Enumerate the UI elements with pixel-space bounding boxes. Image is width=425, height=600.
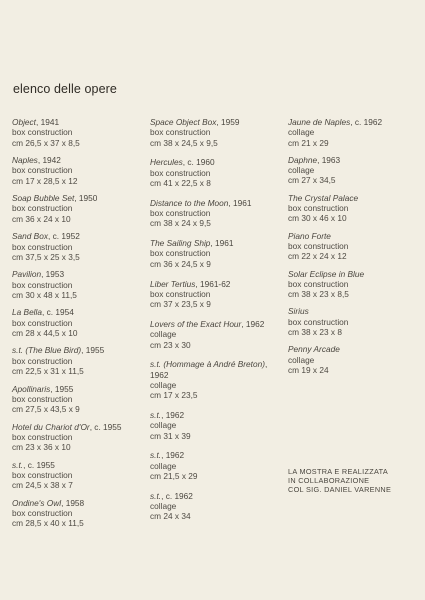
work-date: , 1962	[161, 450, 185, 461]
work-entry	[288, 193, 423, 224]
work-date: , 1953	[41, 269, 65, 280]
work-date: , c. 1954	[41, 307, 74, 318]
works-column-2	[150, 117, 285, 531]
work-title-text: Sand Box	[12, 231, 48, 242]
work-date: , c. 1955	[89, 421, 122, 432]
work-title	[150, 491, 285, 501]
work-title-text: Sirius	[288, 306, 309, 317]
work-medium: collage	[150, 420, 177, 431]
work-dimensions: cm 21,5 x 29	[150, 471, 198, 482]
work-entry	[288, 306, 423, 337]
work-dimensions: cm 37,5 x 25 x 3,5	[12, 251, 80, 262]
work-title-text: s.t.	[12, 459, 24, 470]
work-title	[150, 279, 285, 289]
work-medium: box construction	[12, 508, 73, 519]
work-dimensions: cm 23 x 30	[150, 339, 191, 350]
work-title-text: Space Object Box	[150, 117, 217, 127]
work-title	[288, 117, 423, 127]
work-title-text: Ondine's Owl	[12, 497, 62, 508]
work-entry	[12, 384, 147, 415]
work-title	[288, 269, 423, 279]
work-title-text: Distance to the Moon	[150, 197, 229, 208]
work-title-text: La Bella	[12, 307, 42, 318]
work-entry	[12, 193, 147, 224]
work-title	[150, 117, 285, 127]
work-medium: box construction	[12, 431, 73, 442]
work-medium: box construction	[12, 355, 73, 366]
work-entry	[12, 498, 147, 529]
work-title	[288, 193, 423, 203]
work-dimensions: cm 28,5 x 40 x 11,5	[12, 518, 84, 529]
work-medium: collage	[150, 501, 177, 512]
work-entry	[150, 491, 285, 522]
work-medium: box construction	[288, 240, 349, 251]
work-title	[288, 155, 423, 165]
work-title	[12, 460, 147, 470]
work-dimensions: cm 26,5 x 37 x 8,5	[12, 137, 80, 148]
work-title	[150, 319, 285, 329]
work-title-text: Daphne	[288, 154, 318, 165]
work-title	[150, 238, 285, 248]
work-title	[12, 384, 147, 394]
work-dimensions: cm 28 x 44,5 x 10	[12, 327, 78, 338]
work-dimensions: cm 27,5 x 43,5 x 9	[12, 404, 80, 415]
work-medium: box construction	[12, 470, 73, 480]
work-date: , 1941	[35, 117, 60, 127]
work-dimensions: cm 30 x 48 x 11,5	[12, 289, 77, 300]
note-line: LA MOSTRA E REALIZZATA	[288, 467, 388, 476]
work-date: , 1942	[37, 155, 61, 166]
work-entry	[12, 155, 147, 186]
work-medium: box construction	[12, 127, 73, 138]
work-title-text: s.t.	[150, 450, 162, 461]
work-title-text: s.t. (Hommage à André Breton)	[150, 359, 265, 370]
work-title	[12, 345, 147, 355]
work-date: , 1959	[216, 117, 240, 127]
work-title	[150, 359, 285, 380]
work-medium: box construction	[12, 203, 73, 214]
work-entry	[12, 269, 147, 300]
work-title	[288, 306, 423, 316]
work-entry	[12, 345, 147, 376]
work-title-text: Object	[12, 117, 36, 127]
work-medium: box construction	[12, 393, 73, 404]
work-date: , c. 1960	[182, 157, 215, 168]
work-entry	[150, 359, 285, 400]
work-dimensions: cm 22 x 24 x 12	[288, 251, 347, 262]
work-entry	[12, 422, 147, 453]
work-title-text: The Crystal Palace	[288, 192, 359, 203]
work-date: , 1963	[317, 154, 341, 165]
work-date: , 1962	[241, 318, 265, 329]
work-entry	[12, 117, 147, 148]
work-dimensions: cm 36 x 24 x 10	[12, 213, 71, 224]
work-dimensions: cm 37 x 23,5 x 9	[150, 299, 211, 310]
work-entry	[288, 269, 423, 300]
work-medium: box construction	[12, 317, 73, 328]
work-medium: box construction	[12, 279, 73, 290]
work-dimensions: cm 24 x 34	[150, 511, 191, 522]
work-title	[12, 231, 147, 241]
work-dimensions: cm 30 x 46 x 10	[288, 213, 347, 224]
work-title-text: s.t.	[150, 490, 162, 501]
work-dimensions: cm 38 x 24,5 x 9,5	[150, 137, 218, 148]
work-title	[12, 193, 147, 203]
work-title-text: Lovers of the Exact Hour	[150, 318, 242, 329]
work-entry	[12, 460, 147, 491]
work-entry	[150, 450, 285, 481]
work-title	[150, 450, 285, 460]
work-date: , 1950	[74, 193, 98, 204]
work-title-text: s.t. (The Blue Bird)	[12, 345, 82, 356]
work-date: , 1961	[210, 238, 234, 249]
work-medium: collage	[150, 460, 177, 471]
work-medium: box construction	[12, 241, 73, 252]
work-title-text: Piano Forte	[288, 230, 331, 241]
work-date: , c. 1955	[23, 459, 55, 470]
work-title-text: Penny Arcade	[288, 344, 340, 355]
work-medium: collage	[150, 329, 177, 340]
work-title	[12, 155, 147, 165]
work-title-text: Soap Bubble Set	[12, 193, 75, 204]
work-title-text: Hercules	[150, 157, 183, 168]
work-dimensions: cm 22,5 x 31 x 11,5	[12, 366, 84, 377]
work-title	[12, 117, 147, 127]
work-medium: box construction	[288, 203, 349, 214]
work-dimensions: cm 31 x 39	[150, 430, 191, 441]
work-date: , 1962	[150, 359, 268, 380]
work-date: , 1958	[61, 497, 85, 508]
work-entry	[12, 231, 147, 262]
work-date: , c. 1952	[47, 231, 80, 242]
work-entry	[150, 198, 285, 229]
work-medium: box construction	[150, 248, 211, 259]
work-title-text: Hotel du Chariot d'Or	[12, 421, 90, 432]
work-title	[12, 269, 147, 279]
work-entry	[288, 344, 423, 375]
work-medium: box construction	[288, 278, 349, 289]
work-title	[12, 422, 147, 432]
work-title	[150, 410, 285, 420]
work-entry	[150, 319, 285, 350]
work-dimensions: cm 24,5 x 38 x 7	[12, 480, 73, 491]
note-line: IN COLLABORAZIONE	[288, 476, 370, 486]
work-medium: collage	[288, 165, 315, 176]
collaboration-note	[288, 467, 391, 495]
work-medium: box construction	[288, 316, 349, 327]
work-medium: box construction	[150, 127, 211, 138]
work-entry	[150, 279, 285, 310]
work-entry	[150, 238, 285, 269]
work-date: , 1961	[228, 197, 252, 208]
work-date: , 1955	[81, 345, 105, 356]
work-title	[12, 498, 147, 508]
works-column-3	[288, 117, 423, 382]
work-medium: box construction	[12, 165, 73, 176]
work-title-text: The Sailing Ship	[150, 238, 211, 249]
work-dimensions: cm 38 x 23 x 8	[288, 327, 342, 338]
work-dimensions: cm 21 x 29	[288, 137, 329, 148]
work-title	[288, 231, 423, 241]
work-dimensions: cm 38 x 24 x 9,5	[150, 218, 211, 229]
note-line: COL SIG. DANIEL VARENNE	[288, 485, 392, 495]
work-medium: box construction	[150, 288, 211, 299]
work-entry	[150, 117, 285, 148]
work-title-text: Liber Tertius	[150, 278, 196, 289]
work-dimensions: cm 17 x 28,5 x 12	[12, 175, 78, 186]
work-dimensions: cm 19 x 24	[288, 364, 329, 375]
work-title-text: s.t.	[150, 410, 162, 421]
work-title-text: Jaune de Naples	[288, 117, 351, 127]
work-dimensions: cm 17 x 23,5	[150, 390, 198, 401]
work-title-text: Apollinaris	[12, 383, 51, 394]
work-title-text: Solar Eclipse in Blue	[288, 268, 365, 279]
work-date: , 1955	[50, 383, 74, 394]
work-dimensions: cm 27 x 34,5	[288, 175, 336, 186]
work-dimensions: cm 36 x 24,5 x 9	[150, 258, 211, 269]
work-title	[288, 344, 423, 354]
work-medium: box construction	[150, 208, 211, 219]
work-medium: collage	[150, 379, 177, 390]
work-title	[150, 157, 285, 167]
work-date: , c. 1962	[161, 490, 193, 501]
work-title	[150, 198, 285, 208]
work-dimensions: cm 23 x 36 x 10	[12, 442, 71, 453]
work-date: , c. 1962	[350, 117, 383, 127]
work-medium: collage	[288, 127, 315, 138]
work-dimensions: cm 41 x 22,5 x 8	[150, 177, 211, 188]
work-medium: collage	[288, 354, 315, 365]
work-entry	[288, 117, 423, 148]
work-date: , 1961-62	[195, 278, 231, 289]
work-title-text: Pavilion	[12, 269, 42, 280]
work-date: , 1962	[161, 410, 185, 421]
works-column-1	[12, 117, 147, 536]
work-entry	[288, 155, 423, 186]
work-dimensions: cm 38 x 23 x 8,5	[288, 289, 349, 300]
work-entry	[288, 231, 423, 262]
work-title-text: Naples	[12, 155, 38, 166]
page-title: elenco delle opere	[13, 82, 117, 96]
work-entry	[12, 307, 147, 338]
work-title	[12, 307, 147, 317]
work-entry	[150, 157, 285, 188]
work-entry	[150, 410, 285, 441]
work-medium: box construction	[150, 167, 211, 178]
